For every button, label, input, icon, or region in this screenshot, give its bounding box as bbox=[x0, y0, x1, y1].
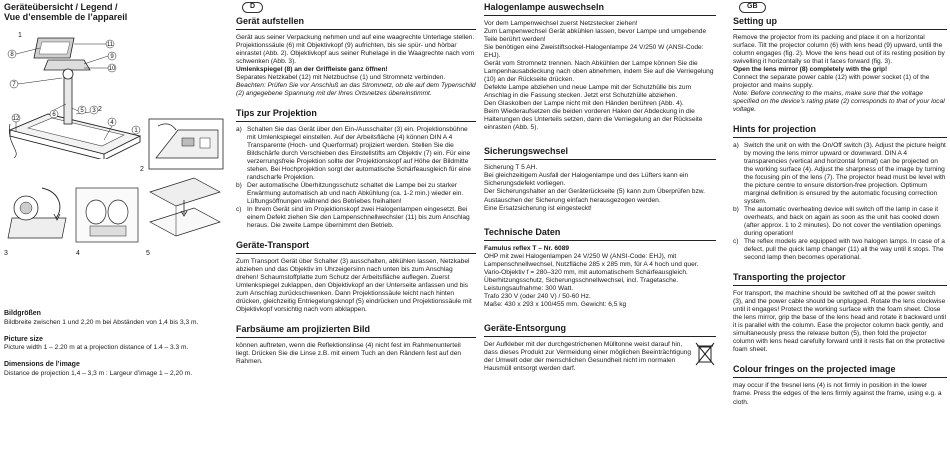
text-line: Gerät vom Stromnetz trennen. Nach Abkühlen der Lampe können Sie die Lampenhausabdeckung nach oben abnehmen, indem Sie auf die Verriegelung (10) an der Rückseite drücken. bbox=[484, 60, 714, 84]
list-marker: c) bbox=[236, 206, 242, 214]
legend-de-head: Bildgrößen bbox=[4, 310, 41, 317]
cover-hooks-illustration bbox=[144, 172, 224, 248]
overview-title-line2: Vue d’ensemble de l’appareil bbox=[4, 12, 128, 23]
section-title-sicherung: Sicherungswechsel bbox=[484, 146, 716, 160]
text-line: Maße: 430 x 293 x 100/455 mm. Gewicht: 6,5 kg bbox=[484, 300, 627, 308]
list-text: Switch the unit on with the On/Off switch (3). Adjust the picture height by moving the lens mirror upward or downward. DIN A 4 transparencies (vertical and horizontal format) can be projected on the working surface (4). Adjust the sharpness of the image by turning the focusing pin of the lens (7). The projector head must be level with the picture centre to ensure distortion-free projection. Optimum marginal definition is ensured by the automatic focusing correction system. bbox=[744, 141, 946, 205]
text-line: Zum Lampenwechsel Gerät abkühlen lassen, bevor Lampe und umgebende Teile berührt werden! bbox=[484, 28, 707, 44]
list-text: Der automatische Überhitzungsschutz schaltet die Lampe bei zu starker Erwärmung automatisch ab und nach Abkühlung (ca. 1-2 min.) wieder ein. Lüftungsöffnungen während des Betriebes freihalten! bbox=[247, 181, 464, 205]
model-name: Famulus reflex T – Nr. 6089 bbox=[484, 244, 570, 252]
text-line: Beim Wiederaufsetzen die beiden vorderen Haken der Abdeckung in die Halterungen des Unterteils setzen, dann die Verriegelung an der Rückseite einrasten (Abb. 5). bbox=[484, 108, 703, 132]
section-title-entsorgung: Geräte-Entsorgung bbox=[484, 323, 716, 337]
legend-en-text: Picture width 1 – 2.20 m at a projection distance of 1.4 – 3.3 m. bbox=[4, 344, 189, 352]
german-column-1 bbox=[236, 0, 476, 455]
text-line: Den Glaskolben der Lampe nicht mit den Händen berühren (Abb. 4). bbox=[484, 100, 684, 108]
legend-fr bbox=[4, 361, 221, 378]
label-8: 8 bbox=[10, 52, 14, 58]
lamp-replacement-illustration bbox=[72, 182, 142, 248]
transport-text: Zum Transport Gerät über Schalter (3) ausschalten, abkühlen lassen, Netzkabel abziehen und das Objektiv im Uhrzeigersinn nach unten bis zum Anschlag drehen! Schaumstoffplatte zum Schutz der Arbeitsfläche auflegen. Zuerst Umlenkspiegel zuklappen, den Objektivkopf an der Unterseite anfassen und bis zum Anschlag zurückschwenken. Dann Projektionssäule leicht nach hinten drücken, gleichzeitig Entriegelungsknopf (5) eindrücken und Projektionssäule mit Objektivkopf vorsichtig nach vorn abklappen. bbox=[236, 258, 472, 314]
legend-de bbox=[4, 310, 221, 327]
list-item bbox=[733, 206, 947, 238]
list-text: The reflex models are equipped with two halogen lamps. In case of a defect, pull the quick lamp changer (11) all the way until it stops. The second lamp then becomes operational. bbox=[744, 238, 945, 262]
crossed-bin-icon bbox=[694, 341, 716, 367]
projector-overview-illustration bbox=[4, 34, 144, 159]
figure-number-3: 3 bbox=[4, 250, 8, 257]
list-marker: b) bbox=[733, 206, 739, 214]
section-title-hints: Hints for projection bbox=[733, 124, 947, 138]
english-column bbox=[733, 0, 947, 455]
text-line: Sicherung T 5 AH. bbox=[484, 164, 538, 172]
colour-fringes-text: may occur if the fresnel lens (4) is not firmly in position in the lower frame. Press the edges of the lens firmly against the frame, using e.g. a cloth. bbox=[733, 382, 942, 406]
section-title-transporting: Transporting the projector bbox=[733, 272, 947, 286]
farbsaeume-text: können auftreten, wenn die Reflektionslinse (4) nicht fest im Rahmenunterteil liegt. Drücken Sie die Linse z.B. mit einem Tuch an den Rändern fest auf den Rahmen. bbox=[236, 342, 462, 366]
setting-up-text: Remove the projector from its packing and place it on a horizontal surface. Tilt the projector column (6) with lens head (9) upward, until the column engages (fig. 2). Move the lens head out of its resting position by swivelling it horizontally so that it faces forward (fig. 3). bbox=[733, 33, 945, 65]
language-badge-gb: GB bbox=[739, 2, 766, 13]
list-text: Schalten Sie das Gerät über den Ein-/Ausschalter (3) ein. Projektionsbühne mit Umlenkspiegel einstellen. Auf der Arbeitsfläche (4) können DIN A 4 Transparente (Hoch- und Querformat) projiziert werden. Stellen Sie die Bildschärfe durch Verschieben des Einstellstifts am Objektiv (7) ein. Für eine verzerrungsfreie Projektion sollte der Projektionskopf auf Höhe der Bildmitte stehen. Bei Hochprojektion sorgt der automatische Schärfeausgleich für eine randscharfe Projektion. bbox=[247, 125, 471, 181]
setting-up-warning: Open the lens mirror (8) completely with the grip! bbox=[733, 65, 888, 73]
text-line: Überhitzungsschutz, Sicherungsschnellwechsel, incl. Tragetasche. bbox=[484, 276, 679, 284]
label-9: 9 bbox=[110, 54, 114, 60]
label-1: 1 bbox=[134, 128, 138, 134]
list-text: The automatic overheating device will switch off the lamp in case it overheats, and back on again as soon as the unit has cooled down (after approx. 1 to 2 minutes). Do not cover the ventilation openings during operation! bbox=[744, 206, 941, 238]
text-line: Leistungsaufnahme: 300 Watt. bbox=[484, 284, 574, 292]
text-line: Trafo 230 V (oder 240 V) / 50-60 Hz. bbox=[484, 292, 591, 300]
power-socket-illustration bbox=[148, 118, 224, 170]
section-title-aufstellen: Gerät aufstellen bbox=[236, 16, 476, 30]
list-item bbox=[733, 238, 947, 262]
label-4: 4 bbox=[110, 120, 114, 126]
list-item bbox=[236, 206, 476, 230]
setting-up-note: Note: Before connecting to the mains, make sure that the voltage specified on the device’s rating plate (2) corresponds to that of your local voltage. bbox=[733, 89, 945, 113]
list-item bbox=[236, 182, 476, 206]
text-line: Eine Ersatzsicherung ist eingesteckt! bbox=[484, 204, 592, 212]
label-2: 2 bbox=[98, 106, 102, 113]
section-title-transport: Geräte-Transport bbox=[236, 240, 476, 254]
list-text: In Ihrem Gerät sind im Projektionskopf zwei Halogenlampen eingesetzt. Bei einem Defekt ziehen Sie den Lampenschnellwechsler (11) bis zum Anschlag heraus. Die zweite Lampe übernimmt den Betrieb. bbox=[247, 206, 470, 230]
label-5: 5 bbox=[80, 108, 84, 114]
text-line: Vor dem Lampenwechsel zuerst Netzstecker ziehen! bbox=[484, 19, 638, 27]
entsorgung-text: Der Aufkleber mit der durchgestrichenen Mülltonne weist darauf hin, dass dieses Produkt zur Vermeidung einer möglichen Beeinträchtigung der Umwelt oder der menschlichen Gesundheit nicht im normalen Hausmüll entsorgt werden darf. bbox=[484, 340, 692, 372]
legend-fr-head: Dimensions de l’image bbox=[4, 361, 80, 369]
list-item bbox=[236, 126, 476, 182]
lens-head-illustration bbox=[2, 178, 72, 248]
legend-en-head: Picture size bbox=[4, 335, 43, 343]
aufstellen-text: Gerät aus seiner Verpackung nehmen und auf eine waagrechte Unterlage stellen. Projektionssäule (6) mit Objektivkopf (9) aufrichten, bis sie spür- und hörbar einrastet (Abb. 2). Objektivkopf aus seiner Ruhelage in die Waagrechte nach vorn schwenken (Abb. 3). bbox=[236, 33, 475, 65]
language-badge-de: D bbox=[242, 2, 263, 13]
aufstellen-note: Beachten: Prüfen Sie vor Anschluß an das Stromnetz, ob die auf dem Typenschild (2) angegebene Spannung mit der Ihres Ortsnetzes übereinstimmt. bbox=[236, 81, 476, 97]
german-column-2 bbox=[484, 0, 716, 455]
label-12: 12 bbox=[12, 116, 20, 122]
text-line: Vario-Objektiv f = 280–320 mm, mit automatischem Schärfeausgleich. bbox=[484, 268, 688, 276]
section-title-farbsaeume: Farbsäume am projizierten Bild bbox=[236, 324, 476, 338]
label-6: 6 bbox=[52, 112, 56, 118]
label-3: 3 bbox=[92, 108, 96, 114]
label-7: 7 bbox=[12, 82, 16, 88]
list-marker: b) bbox=[236, 181, 242, 189]
picture-size-legend bbox=[4, 308, 221, 378]
list-marker: a) bbox=[733, 141, 739, 149]
text-line: Sie benötigen eine Zweistiftsockel-Halogenlampe 24 V/250 W (ANSI-Code: EHJ). bbox=[484, 44, 704, 60]
overview-title-line1: Geräteübersicht / Legend / bbox=[4, 2, 118, 12]
figure-number-4: 4 bbox=[76, 250, 80, 257]
setting-up-cable: Connect the separate power cable (12) with power socket (1) of the projector and mains supply. bbox=[733, 73, 930, 89]
text-line: OHP mit zwei Halogenlampen 24 V/250 W (ANSI-Code: EHJ), mit Lampenschnellwechsel, Nutzfläche 285 x 285 mm, für A 4 hoch und quer. bbox=[484, 252, 699, 268]
figure-number-1: 1 bbox=[18, 32, 22, 39]
list-item bbox=[733, 142, 947, 206]
legend-de-text: Bildbreite zwischen 1 und 2,20 m bei Abständen von 1,4 bis 3,3 m. bbox=[4, 318, 199, 326]
transporting-text: For transport, the machine should be switched off at the power switch (3), and the power cable should be unplugged. Rotate the lens clockwise until it engages! Protect the working surface with the foam sheet. Close the lens mirror, grip the base of the lens head and rotate it backward until it is parallel with the column. Ease the projector column back gently, and simultaneously press the release button (5), then fold the projector column with lens head carefully forward until it rests flat on the protective foam sheet. bbox=[733, 290, 946, 354]
label-10: 10 bbox=[108, 66, 116, 72]
figure-number-2: 2 bbox=[140, 166, 144, 173]
section-title-colour-fringes: Colour fringes on the projected image bbox=[733, 364, 947, 378]
text-line: Defekte Lampe abziehen und neue Lampe mit der Schutzhülle bis zum Anschlag in die Fassung stecken. Jetzt erst Schutzhülle abziehen. bbox=[484, 84, 692, 100]
overview-column bbox=[0, 0, 225, 455]
aufstellen-cable: Separates Netzkabel (12) mit Netzbuchse (1) und Stromnetz verbinden. bbox=[236, 73, 446, 81]
legend-en bbox=[4, 336, 221, 353]
label-11: 11 bbox=[106, 42, 114, 48]
legend-fr-text: Distance de projection 1,4 – 3,3 m : Largeur d’image 1 – 2,20 m. bbox=[4, 369, 193, 377]
list-marker: a) bbox=[236, 125, 242, 133]
section-title-halogenlampe: Halogenlampe auswechseln bbox=[484, 2, 716, 16]
list-marker: c) bbox=[733, 238, 739, 246]
text-line: Bei gleichzeitigem Ausfall der Halogenlampe und des Lüfters kann ein Sicherungsdefekt vorliegen. bbox=[484, 172, 689, 188]
section-title-setting-up: Setting up bbox=[733, 16, 947, 30]
section-title-tips: Tips zur Projektion bbox=[236, 108, 476, 122]
overview-title bbox=[4, 2, 221, 23]
text-line: Der Sicherungshalter an der Geräterückseite (5) kann zum Überprüfen bzw. Austauschen der Sicherung einfach herausgezogen werden. bbox=[484, 188, 705, 204]
figure-number-5: 5 bbox=[146, 250, 150, 257]
section-title-technische-daten: Technische Daten bbox=[484, 227, 716, 241]
aufstellen-warning: Umlenkspiegel (8) an der Griffleiste ganz öffnen! bbox=[236, 65, 388, 73]
